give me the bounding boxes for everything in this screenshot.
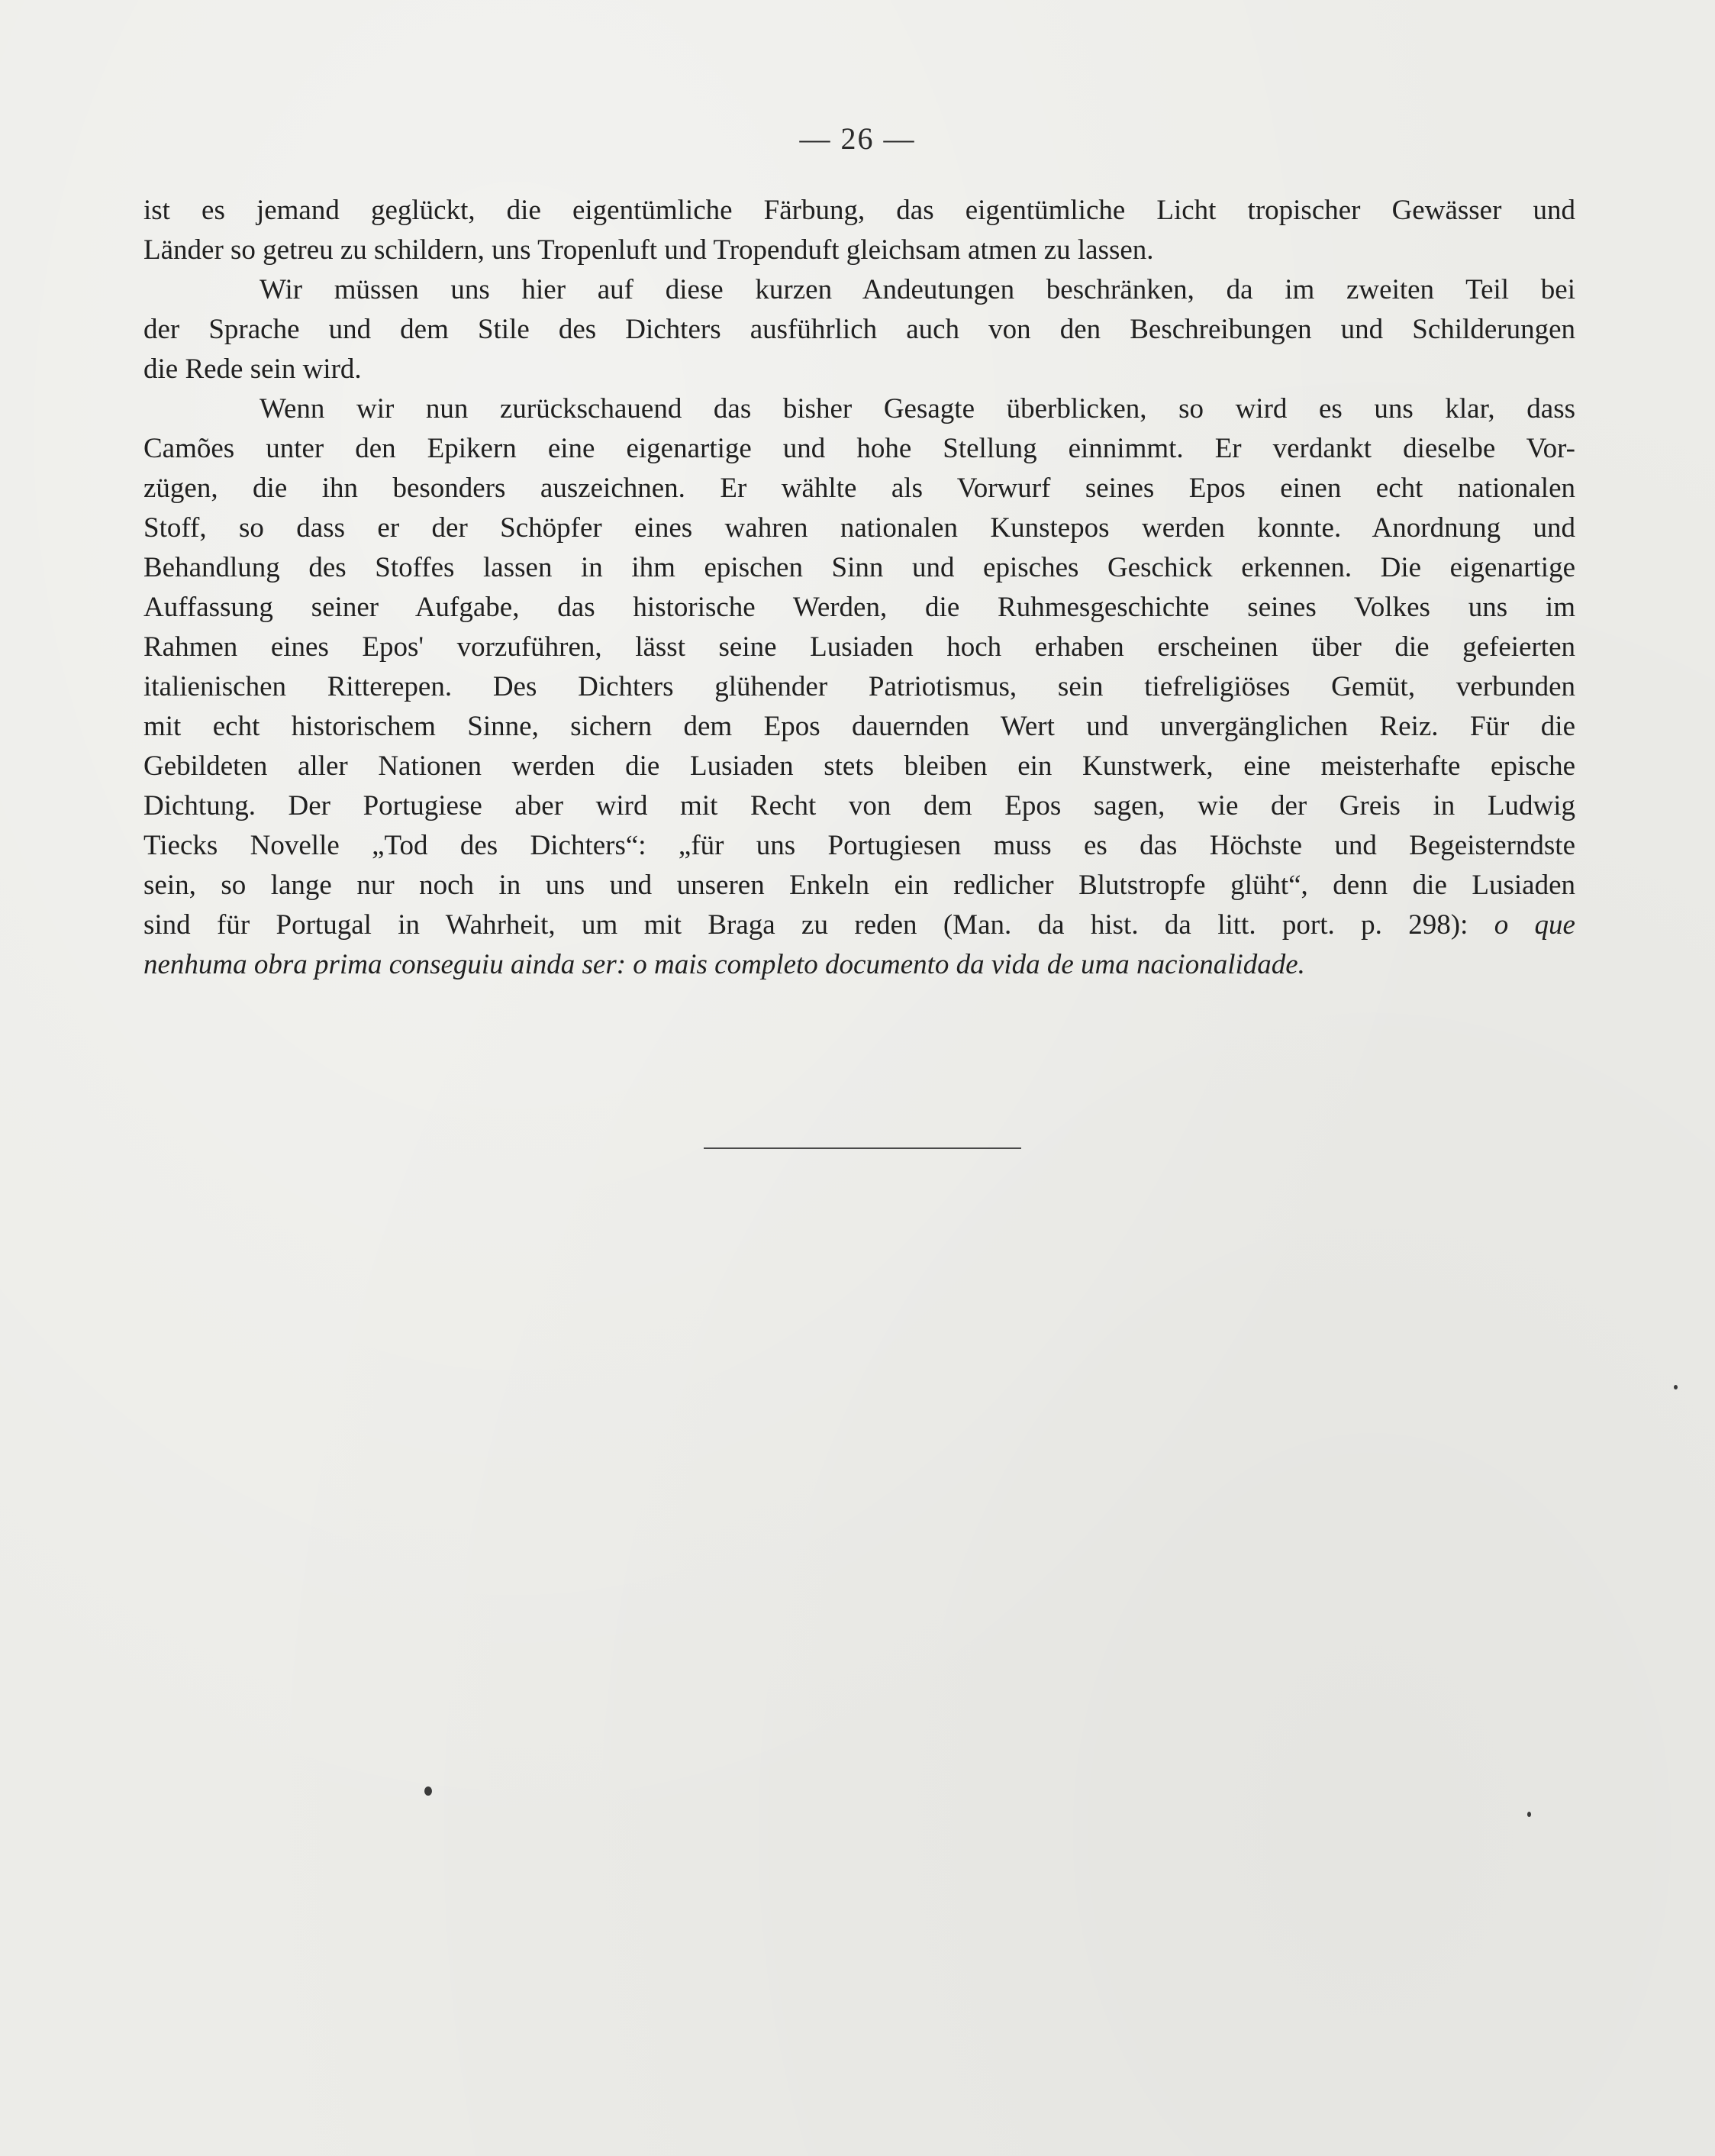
text-line: Länder so getreu zu schildern, uns Tropenluft und Tropenduft gleichsam atmen zu lassen. <box>143 234 1154 266</box>
paper-speck <box>1527 1812 1531 1817</box>
paper-speck <box>1674 1385 1678 1389</box>
text-line: Gebildeten aller Nationen werden die Lusiaden stets bleiben ein Kunstwerk, eine meisterhafte epische <box>143 750 1575 782</box>
text-line-plain: sind für Portugal in Wahrheit, um mit Braga zu reden (Man. da hist. da litt. port. p. 298): <box>143 909 1468 941</box>
body-text <box>143 191 1575 985</box>
text-line: Auffassung seiner Aufgabe, das historische Werden, die Ruhmesgeschichte seines Volkes uns im <box>143 592 1575 623</box>
section-end-rule <box>704 1147 1021 1149</box>
text-line: italienischen Ritterepen. Des Dichters glühender Patriotismus, sein tiefreligiöses Gemüt, verbunden <box>143 671 1575 702</box>
text-line: Stoff, so dass er der Schöpfer eines wahren nationalen Kunstepos werden konnte. Anordnung und <box>143 512 1575 544</box>
text-line-italic: o que <box>1494 909 1575 941</box>
text-line: mit echt historischem Sinne, sichern dem Epos dauernden Wert und unvergänglichen Reiz. Für die <box>143 711 1575 742</box>
text-line: Wir müssen uns hier auf diese kurzen Andeutungen beschränken, da im zweiten Teil bei <box>260 274 1575 305</box>
text-line: die Rede sein wird. <box>143 353 362 385</box>
text-line: Behandlung des Stoffes lassen in ihm epischen Sinn und episches Geschick erkennen. Die eigenartige <box>143 552 1575 583</box>
text-line: sein, so lange nur noch in uns und unseren Enkeln ein redlicher Blutstropfe glüht“, denn die Lusiaden <box>143 870 1575 901</box>
text-line <box>143 905 1575 945</box>
text-line: zügen, die ihn besonders auszeichnen. Er wählte als Vorwurf seines Epos einen echt nationalen <box>143 473 1575 504</box>
text-line: Wenn wir nun zurückschauend das bisher Gesagte überblicken, so wird es uns klar, dass <box>260 393 1575 424</box>
text-line: ist es jemand geglückt, die eigentümliche Färbung, das eigentümliche Licht tropischer Gewässer und <box>143 195 1575 226</box>
text-line <box>143 945 1575 985</box>
text-line: Camões unter den Epikern eine eigenartige und hohe Stellung einnimmt. Er verdankt dieselbe Vor- <box>143 433 1575 464</box>
text-line: Dichtung. Der Portugiese aber wird mit Recht von dem Epos sagen, wie der Greis in Ludwig <box>143 790 1575 821</box>
paper-speck <box>424 1786 432 1796</box>
text-line: Rahmen eines Epos' vorzuführen, lässt seine Lusiaden hoch erhaben erscheinen über die gefeierten <box>143 631 1575 663</box>
text-line: Tiecks Novelle „Tod des Dichters“: „für uns Portugiesen muss es das Höchste und Begeisterndste <box>143 830 1575 861</box>
text-line-italic: nenhuma obra prima conseguiu ainda ser: o mais completo documento da vida de uma nacionalidade. <box>143 949 1305 980</box>
page-number: — 26 — <box>799 121 916 156</box>
text-line: der Sprache und dem Stile des Dichters ausführlich auch von den Beschreibungen und Schilderungen <box>143 314 1575 345</box>
